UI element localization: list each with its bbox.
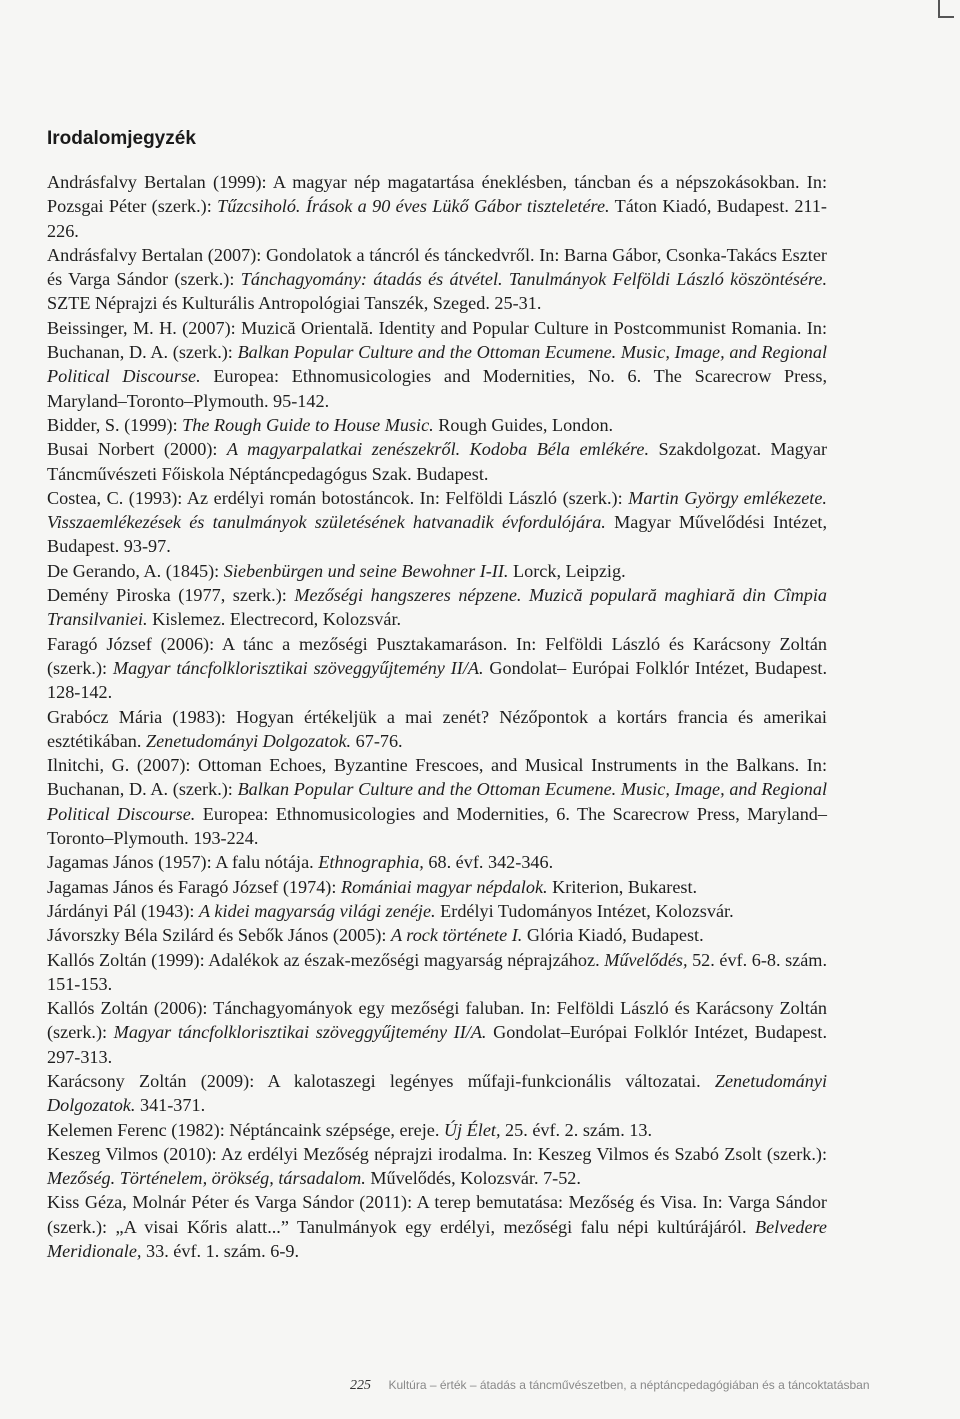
reference-text: Magyar Művelődési Intézet, Budapest. 93-97. — [47, 512, 827, 557]
reference-title: A magyarpalatkai zenészekről. Kodoba Béla emlékére. — [226, 439, 649, 460]
reference-entry — [47, 559, 827, 583]
reference-title: Mezőségi hangszeres népzene. Muzică populară maghiară din Cîmpia Transilvaniei. — [47, 585, 827, 630]
reference-entry — [47, 1118, 827, 1142]
reference-title: Zenetudományi Dolgozatok. — [145, 730, 352, 751]
reference-title: The Rough Guide to House Music. — [182, 414, 434, 435]
reference-text: Ilnitchi, G. (2007): Ottoman Echoes, Byzantine Frescoes, and Musical Instruments in the Balkans. In: Buchanan, D. A. (szerk.): — [47, 755, 827, 800]
reference-entry — [47, 1142, 827, 1191]
reference-text: Kiss Géza, Molnár Péter és Varga Sándor (2011): A terep bemutatása: Mezőség és Visa. In: Varga Sándor (szerk.): „A visai Kőris alatt...” Tanulmányok egy erdélyi, mezőségi falu népi kultúrájáról. — [47, 1192, 827, 1237]
reference-text: Rough Guides, London. — [433, 414, 614, 435]
reference-text: Járdányi Pál (1943): — [47, 900, 200, 921]
reference-title: Zenetudományi Dolgozatok. — [47, 1070, 827, 1116]
reference-text: Grabócz Mária (1983): Hogyan értékeljük a mai zenét? Nézőpontok a kortárs francia és amerikai esztétikában. — [47, 706, 827, 751]
running-title: Kultúra – érték – átadás a táncművészetben, a néptáncpedagógiában és a táncoktatásban — [388, 1378, 870, 1392]
reference-title: Ethnographia, — [318, 852, 424, 873]
reference-text: Europea: Ethnomusicologies and Modernities, 6. The Scarecrow Press, Maryland–Toronto–Plymouth. 193-224. — [47, 803, 827, 849]
reference-text: Andrásfalvy Bertalan (2007): Gondolatok a táncról és tánckedvről. In: Barna Gábor, Csonka-Takács Eszter és Varga Sándor (szerk.): — [47, 244, 827, 290]
reference-entry — [47, 850, 827, 874]
reference-text: Gondolat– Európai Folklór Intézet, Budapest. 128-142. — [47, 657, 827, 703]
reference-list — [47, 170, 827, 1263]
reference-text: 33. évf. 1. szám. 6-9. — [141, 1241, 300, 1262]
reference-title: Romániai magyar népdalok. — [340, 876, 548, 897]
reference-title: Magyar táncfolklorisztikai szöveggyűjtemény II/A. — [112, 657, 484, 678]
reference-entry — [47, 437, 827, 486]
reference-text: 67-76. — [351, 730, 403, 751]
reference-text: SZTE Néprajzi és Kulturális Antropológiai Tanszék, Szeged. 25-31. — [47, 293, 542, 314]
reference-entry — [47, 316, 827, 413]
reference-title: Balkan Popular Culture and the Ottoman Ecumene. Music, Image, and Regional Political Discourse. — [47, 779, 827, 824]
reference-title: Balkan Popular Culture and the Ottoman Ecumene. Music, Image, and Regional Political Discourse. — [47, 342, 827, 387]
reference-title: Művelődés, — [604, 949, 688, 970]
reference-entry — [47, 583, 827, 632]
reference-text: 25. évf. 2. szám. 13. — [500, 1119, 653, 1140]
page-number: 225 — [350, 1378, 371, 1393]
reference-title: Belvedere Meridionale, — [47, 1216, 827, 1262]
reference-text: Keszeg Vilmos (2010): Az erdélyi Mezőség néprajzi irodalma. In: Keszeg Vilmos és Szabó Zsolt (szerk.): — [47, 1143, 827, 1164]
reference-text: Jagamas János és Faragó József (1974): — [47, 876, 341, 897]
section-heading: Irodalomjegyzék — [47, 128, 196, 149]
reference-title: Martin György emlékezete. Visszaemlékezések és tanulmányok születésének hatvanadik évfordulójára. — [47, 487, 827, 533]
reference-text: Faragó József (2006): A tánc a mezőségi Pusztakamaráson. In: Felföldi László és Karácsony Zoltán (szerk.): — [47, 633, 827, 678]
reference-text: Glória Kiadó, Budapest. — [522, 925, 704, 946]
reference-text: Beissinger, M. H. (2007): Muzică Orientală. Identity and Popular Culture in Postcommunist Romania. In: Buchanan, D. A. (szerk.): — [47, 317, 827, 363]
reference-text: Kriterion, Bukarest. — [547, 876, 698, 897]
reference-text: Karácsony Zoltán (2009): A kalotaszegi legényes műfaji-funkcionális változatai. — [47, 1070, 715, 1091]
reference-entry — [47, 948, 827, 997]
reference-entry — [47, 923, 827, 947]
crop-mark — [938, 0, 954, 18]
reference-text: Lorck, Leipzig. — [508, 560, 626, 581]
reference-text: De Gerando, A. (1845): — [47, 560, 224, 581]
reference-entry — [47, 486, 827, 559]
reference-text: Gondolat–Európai Folklór Intézet, Budapest. 297-313. — [47, 1022, 827, 1067]
reference-title: Tánchagyomány: átadás és átvétel. Tanulmányok Felföldi László köszöntésére. — [240, 269, 827, 290]
reference-text: Kallós Zoltán (1999): Adalékok az észak-mezőségi magyarság néprajzához. — [47, 949, 605, 970]
reference-text: Bidder, S. (1999): — [47, 414, 183, 435]
reference-text: Kislemez. Electrecord, Kolozsvár. — [147, 609, 402, 630]
reference-entry — [47, 1190, 827, 1263]
reference-text: Művelődés, Kolozsvár. 7-52. — [365, 1168, 581, 1189]
page-footer — [350, 1378, 910, 1394]
reference-text: 52. évf. 6-8. szám. 151-153. — [47, 949, 827, 994]
reference-title: Új Élet, — [443, 1119, 501, 1140]
reference-entry — [47, 243, 827, 316]
reference-entry — [47, 170, 827, 243]
reference-text: Kelemen Ferenc (1982): Néptáncaink szépsége, ereje. — [47, 1119, 444, 1140]
reference-text: Erdélyi Tudományos Intézet, Kolozsvár. — [435, 900, 734, 921]
reference-text: Jávorszky Béla Szilárd és Sebők János (2005): — [47, 925, 391, 946]
reference-text: Táton Kiadó, Budapest. 211-226. — [47, 196, 827, 241]
reference-title: A kidei magyarság világi zenéje. — [199, 900, 436, 921]
reference-title: Magyar táncfolklorisztikai szöveggyűjtemény II/A. — [113, 1022, 487, 1043]
reference-entry — [47, 1069, 827, 1118]
reference-entry — [47, 753, 827, 850]
reference-entry — [47, 632, 827, 705]
reference-title: A rock története I. — [390, 925, 523, 946]
reference-text: Busai Norbert (2000): — [47, 439, 227, 460]
reference-entry — [47, 705, 827, 754]
reference-text: 68. évf. 342-346. — [423, 852, 554, 873]
reference-text: Costea, C. (1993): Az erdélyi román botostáncok. In: Felföldi László (szerk.): — [47, 487, 629, 508]
reference-text: Andrásfalvy Bertalan (1999): A magyar nép magatartása éneklésben, táncban és a népszokásokban. In: Pozsgai Péter (szerk.): — [47, 172, 827, 217]
reference-text: Szakdolgozat. Magyar Táncművészeti Főiskola Néptáncpedagógus Szak. Budapest. — [47, 439, 828, 484]
reference-text: Demény Piroska (1977, szerk.): — [47, 585, 295, 606]
reference-entry — [47, 875, 827, 899]
reference-entry — [47, 996, 827, 1069]
reference-text: 341-371. — [135, 1095, 206, 1116]
reference-text: Europea: Ethnomusicologies and Modernities, No. 6. The Scarecrow Press, Maryland–Toronto–Plymouth. 95-142. — [47, 366, 828, 411]
reference-title: Mezőség. Történelem, örökség, társadalom. — [47, 1168, 366, 1189]
reference-title: Siebenbürgen und seine Bewohner I-II. — [223, 560, 509, 581]
page-body — [47, 128, 827, 1263]
reference-text: Jagamas János (1957): A falu nótája. — [47, 852, 319, 873]
reference-entry — [47, 413, 827, 437]
reference-text: Kallós Zoltán (2006): Tánchagyományok egy mezőségi faluban. In: Felföldi László és Karácsony Zoltán (szerk.): — [47, 998, 827, 1043]
reference-entry — [47, 899, 827, 923]
reference-title: Tűzcsiholó. Írások a 90 éves Lükő Gábor tiszteletére. — [217, 196, 610, 217]
